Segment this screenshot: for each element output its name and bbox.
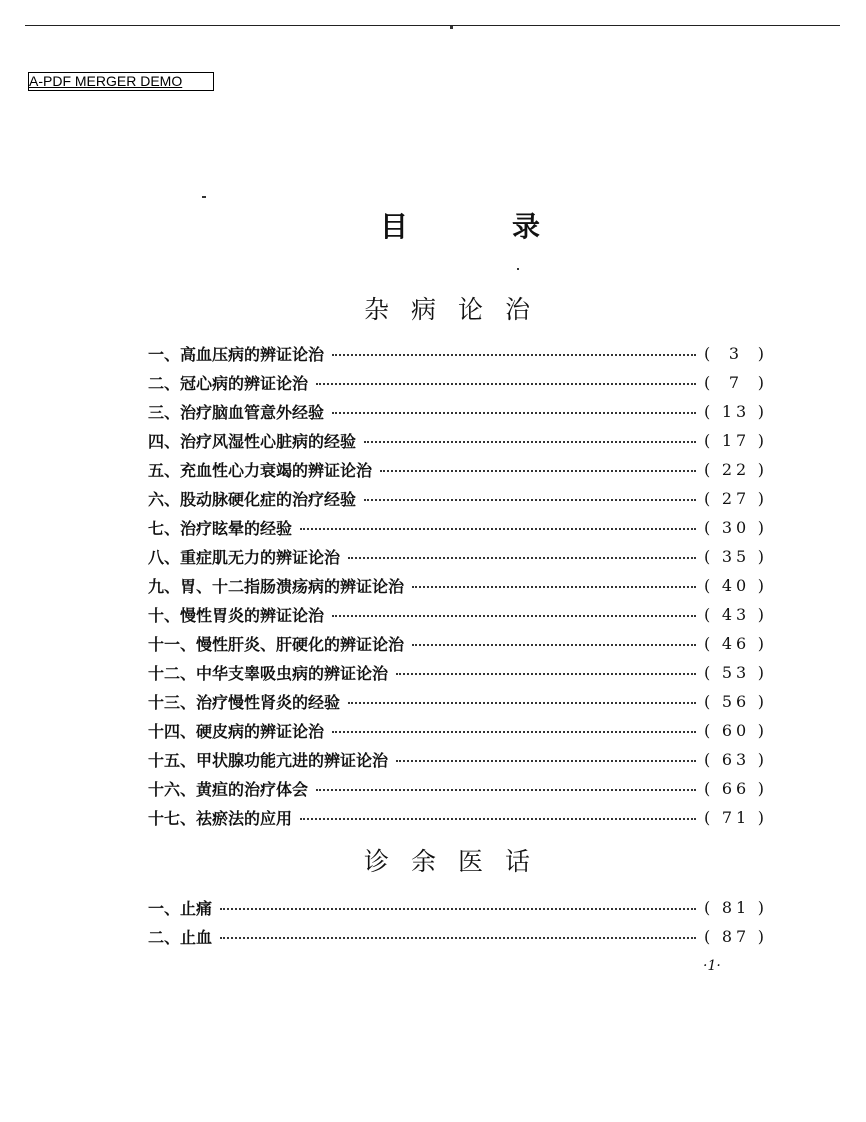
paren-open: ( [704, 517, 715, 537]
dot-leader [396, 760, 696, 762]
paren-close: ) [757, 720, 768, 740]
page-value: 87 [721, 926, 751, 946]
header-rule [25, 25, 840, 26]
toc-entry[interactable] [148, 486, 768, 510]
paren-open: ( [704, 459, 715, 479]
paren-open: ( [704, 691, 715, 711]
toc-entry[interactable] [148, 718, 768, 742]
page-value: 40 [721, 575, 751, 595]
paren-close: ) [757, 926, 768, 946]
entry-page [704, 927, 768, 946]
entry-title: 八、重症肌无力的辨证论治 [148, 547, 341, 567]
dot-leader [364, 499, 696, 501]
entry-title: 三、治疗脑血管意外经验 [148, 402, 325, 422]
dot-leader [364, 441, 696, 443]
entry-page [704, 692, 768, 711]
entry-page [704, 898, 768, 917]
paren-open: ( [704, 662, 715, 682]
entry-title: 九、胃、十二指肠溃疡病的辨证论治 [148, 576, 405, 596]
dot-leader [332, 731, 696, 733]
paren-close: ) [757, 604, 768, 624]
dot-leader [412, 644, 696, 646]
toc-entry[interactable] [148, 895, 768, 919]
toc-entry[interactable] [148, 805, 768, 829]
toc-entry[interactable] [148, 689, 768, 713]
toc-entry[interactable] [148, 399, 768, 423]
page-value: 63 [721, 749, 751, 769]
entry-page [704, 344, 768, 363]
page-value: 71 [721, 807, 751, 827]
entry-title: 二、冠心病的辨证论治 [148, 373, 309, 393]
paren-open: ( [704, 401, 715, 421]
entry-title: 二、止血 [148, 927, 213, 947]
page-value: 13 [721, 401, 751, 421]
entry-page [704, 402, 768, 421]
dot-leader [220, 908, 696, 910]
entry-page [704, 518, 768, 537]
dot-leader [332, 354, 696, 356]
dot-leader [300, 818, 696, 820]
page-value: 27 [721, 488, 751, 508]
paren-open: ( [704, 575, 715, 595]
page-value: 22 [721, 459, 751, 479]
paren-open: ( [704, 807, 715, 827]
entry-page [704, 634, 768, 653]
dot-leader [220, 937, 696, 939]
entry-page [704, 808, 768, 827]
page-value: 35 [721, 546, 751, 566]
dot-leader [396, 673, 696, 675]
entry-title: 四、治疗风湿性心脏病的经验 [148, 431, 357, 451]
entry-title: 十三、治疗慢性肾炎的经验 [148, 692, 341, 712]
paren-close: ) [757, 546, 768, 566]
entry-title: 十七、祛瘀法的应用 [148, 808, 293, 828]
dot-leader [316, 383, 696, 385]
toc-entry[interactable] [148, 573, 768, 597]
paren-open: ( [704, 343, 715, 363]
entry-title: 一、高血压病的辨证论治 [148, 344, 325, 364]
paren-close: ) [757, 749, 768, 769]
entry-title: 十四、硬皮病的辨证论治 [148, 721, 325, 741]
entry-page [704, 576, 768, 595]
dot-leader [348, 557, 696, 559]
page-value: 81 [721, 897, 751, 917]
scan-speck [517, 268, 519, 270]
title-char: 目 [380, 210, 409, 243]
entry-title: 一、止痛 [148, 898, 213, 918]
watermark: A-PDF MERGER DEMO [28, 72, 214, 91]
entry-page [704, 373, 768, 392]
paren-close: ) [757, 517, 768, 537]
paren-open: ( [704, 372, 715, 392]
section-heading: 杂病论治 [363, 295, 552, 324]
toc-entry[interactable] [148, 457, 768, 481]
paren-open: ( [704, 720, 715, 740]
page-value: 3 [728, 343, 744, 363]
paren-close: ) [757, 575, 768, 595]
paren-open: ( [704, 749, 715, 769]
section-heading: 诊余医话 [363, 847, 552, 876]
paren-open: ( [704, 926, 715, 946]
page-value: 7 [728, 372, 744, 392]
toc-entry[interactable] [148, 515, 768, 539]
scan-speck [450, 26, 453, 29]
entry-title: 十二、中华支睾吸虫病的辨证论治 [148, 663, 389, 683]
entry-page [704, 721, 768, 740]
toc-entry[interactable] [148, 631, 768, 655]
paren-close: ) [757, 691, 768, 711]
entry-page [704, 431, 768, 450]
paren-close: ) [757, 633, 768, 653]
paren-close: ) [757, 778, 768, 798]
dot-leader [332, 412, 696, 414]
toc-entry[interactable] [148, 341, 768, 365]
dot-leader [348, 702, 696, 704]
entry-page [704, 489, 768, 508]
page-value: 30 [721, 517, 751, 537]
paren-close: ) [757, 401, 768, 421]
toc-entry[interactable] [148, 660, 768, 684]
paren-close: ) [757, 343, 768, 363]
paren-open: ( [704, 546, 715, 566]
page-title [380, 205, 540, 245]
paren-open: ( [704, 897, 715, 917]
entry-page [704, 460, 768, 479]
entry-title: 七、治疗眩晕的经验 [148, 518, 293, 538]
paren-close: ) [757, 662, 768, 682]
paren-open: ( [704, 488, 715, 508]
entry-title: 六、股动脉硬化症的治疗经验 [148, 489, 357, 509]
dot-leader [412, 586, 696, 588]
entry-title: 十一、慢性肝炎、肝硬化的辨证论治 [148, 634, 405, 654]
scan-speck [202, 196, 206, 198]
paren-close: ) [757, 459, 768, 479]
entry-page [704, 663, 768, 682]
title-char: 录 [511, 210, 540, 243]
entry-title: 十五、甲状腺功能亢进的辨证论治 [148, 750, 389, 770]
paren-open: ( [704, 633, 715, 653]
entry-title: 五、充血性心力衰竭的辨证论治 [148, 460, 373, 480]
paren-close: ) [757, 897, 768, 917]
entry-page [704, 779, 768, 798]
page-value: 17 [721, 430, 751, 450]
dot-leader [332, 615, 696, 617]
entry-title: 十六、黄疸的治疗体会 [148, 779, 309, 799]
entry-title: 十、慢性胃炎的辨证论治 [148, 605, 325, 625]
page-value: 53 [721, 662, 751, 682]
paren-close: ) [757, 430, 768, 450]
paren-open: ( [704, 604, 715, 624]
paren-close: ) [757, 807, 768, 827]
entry-page [704, 605, 768, 624]
paren-open: ( [704, 430, 715, 450]
paren-open: ( [704, 778, 715, 798]
page-value: 46 [721, 633, 751, 653]
dot-leader [380, 470, 696, 472]
page-value: 56 [721, 691, 751, 711]
toc-entry[interactable] [148, 428, 768, 452]
paren-close: ) [757, 488, 768, 508]
dot-leader [316, 789, 696, 791]
entry-page [704, 750, 768, 769]
entry-page [704, 547, 768, 566]
page-value: 66 [721, 778, 751, 798]
toc-entry[interactable] [148, 544, 768, 568]
page-number: ·1· [703, 958, 721, 974]
page-value: 43 [721, 604, 751, 624]
paren-close: ) [757, 372, 768, 392]
toc-entry[interactable] [148, 776, 768, 800]
toc-entry[interactable] [148, 924, 768, 948]
toc-entry[interactable] [148, 602, 768, 626]
page-value: 60 [721, 720, 751, 740]
dot-leader [300, 528, 696, 530]
toc-entry[interactable] [148, 747, 768, 771]
toc-entry[interactable] [148, 370, 768, 394]
